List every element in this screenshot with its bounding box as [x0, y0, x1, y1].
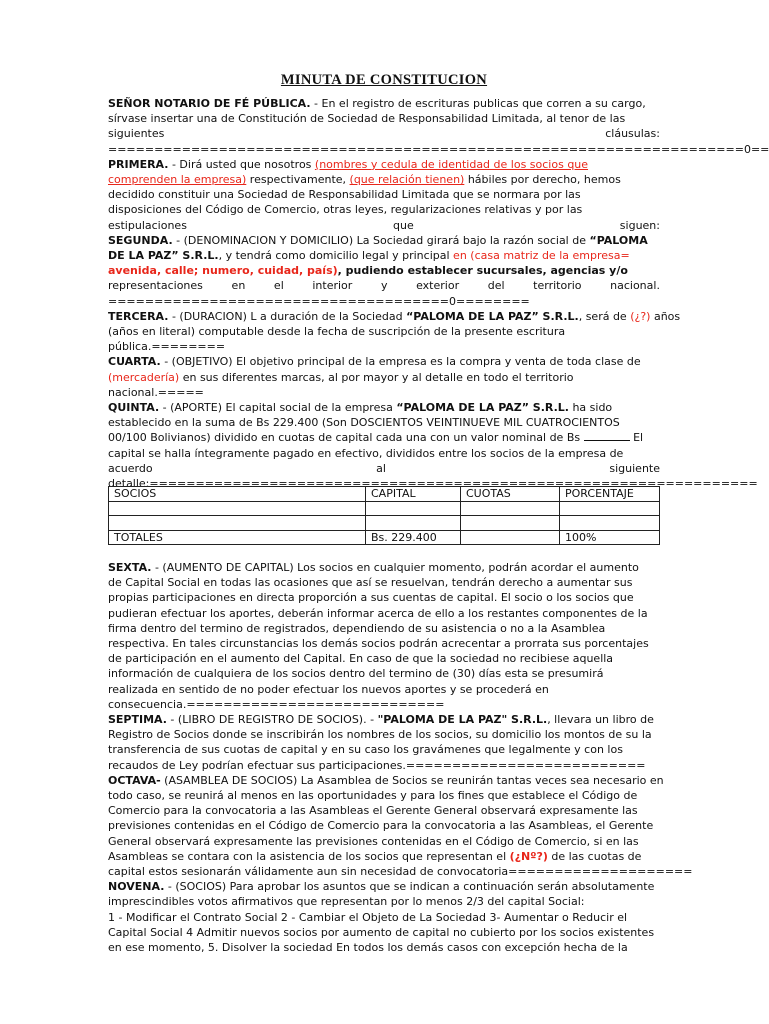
clause-text: en sus diferentes marcas, al por mayor y al detalle en todo el territorio [179, 370, 574, 384]
clause-text: decidido constituir una Sociedad de Responsabilidad Limitada que se normara por las [108, 188, 581, 202]
clause-text: (años en literal) computable desde la fecha de suscripción de la presente escritura [108, 325, 566, 339]
blank-line [584, 430, 630, 441]
document-body-continued [108, 560, 693, 955]
clause-word: exterior [416, 279, 460, 293]
table-cell [461, 530, 560, 545]
clause-word: que [393, 218, 414, 232]
clause-word: siguiente [609, 461, 660, 475]
clause-text: - (OBJETIVO) El objetivo principal de la empresa es la compra y venta de toda clase de [160, 355, 641, 369]
clause-text: General observará expresamente las previsiones contenidas en el Código de Comercio, si en las [108, 834, 639, 848]
placeholder-cuotas: (¿Nº?) [509, 849, 548, 863]
clause-word: al [376, 461, 386, 475]
clause-text: consecuencia.============================ [108, 697, 445, 711]
placeholder-domicilio-cont: avenida, calle; numero, cuidad, país) [108, 264, 338, 278]
clause-text: de participación en el aumento del Capital. En caso de que la sociedad no recibiese aquella [108, 652, 614, 666]
clause-primera [108, 157, 660, 233]
clause-label: SEGUNDA. [108, 233, 173, 247]
table-cell [461, 501, 560, 516]
placeholder-anios: (¿?) [630, 309, 651, 323]
clause-text: imprescindibles votos afirmativos que representan por lo menos 2/3 del capital Social: [108, 895, 585, 909]
clause-text: previsiones contenidas en el Código de Comercio para la convocatoria a las Asambleas, el Gerente [108, 819, 654, 833]
clause-text: - (APORTE) El capital social de la empresa [159, 401, 397, 415]
clause-text: todo caso, se reunirá al menos en las oportunidades y para los fines que establece el Código de [108, 789, 638, 803]
clause-text: pudieran efectuar los aportes, deberán informar acerca de ello a los restantes componentes de la [108, 606, 648, 620]
clause-text: información de cualquiera de los socios dentro del termino de (30) días esta se presumirá [108, 667, 604, 681]
clause-text: en ese momento, 5. Disolver la sociedad En todos los demás casos con excepción hecha de la [108, 941, 628, 955]
clause-text: , será de [578, 309, 631, 323]
clause-text: - (DENOMINACION Y DOMICILIO) La Sociedad girará bajo la razón social de [172, 233, 590, 247]
clause-segunda [108, 233, 660, 309]
clause-text: 00/100 Bolivianos) dividido en cuotas de capital cada una con un valor nominal de Bs [108, 431, 584, 445]
intro-lead: SEÑOR NOTARIO DE FÉ PÚBLICA. [108, 97, 311, 110]
clause-word: nacional. [610, 279, 660, 293]
document-body [108, 96, 769, 491]
table-cell [366, 516, 461, 531]
clause-text: , pudiendo establecer sucursales, agencias y/o [337, 264, 628, 278]
clause-text: Asambleas se contara con la asistencia de los socios que representan el [108, 849, 510, 863]
socios-table [108, 486, 660, 545]
clause-label: SEPTIMA. [108, 713, 167, 727]
table-cell [560, 516, 660, 531]
company-name: "PALOMA DE LA PAZ" S.R.L. [377, 713, 548, 727]
clause-text: capital estos sesionarán válidamente aun sin necesidad de convocatoria==================== [108, 865, 693, 879]
clause-sexta [108, 560, 660, 712]
placeholder-relacion: (que relación tienen) [349, 173, 465, 187]
clause-word: estipulaciones [108, 218, 187, 232]
clause-text: recaudos de Ley podrían efectuar sus participaciones.========================== [108, 758, 646, 772]
clause-text: - (DURACION) L a duración de la Sociedad [168, 309, 407, 323]
intro-text-3-left: siguientes [108, 127, 165, 141]
table-header-row [109, 487, 660, 502]
clause-word: siguen: [619, 218, 660, 232]
clause-text: nacional.===== [108, 385, 204, 399]
table-row [109, 501, 660, 516]
clause-text: propias participaciones en directa proporción a sus cuentas de capital. El socio o los socios que [108, 591, 634, 605]
company-name: “PALOMA DE LA PAZ” S.R.L. [406, 309, 579, 323]
company-name: “PALOMA [589, 233, 648, 247]
clause-label: PRIMERA. [108, 157, 169, 171]
intro-separator: =====================================================================0== [108, 142, 769, 156]
clause-text: establecido en la suma de Bs 229.400 (Son DOSCIENTOS VEINTINUEVE MIL CUATROCIENTOS [108, 416, 620, 430]
table-header: PORCENTAJE [560, 487, 660, 502]
clause-text: años [650, 309, 681, 323]
clause-text: respectiva. En tales circunstancias los demás socios podrán acrecentar a prorrata sus porcentajes [108, 637, 649, 651]
table-cell [560, 501, 660, 516]
clause-text: hábiles por derecho, hemos [464, 173, 621, 187]
clause-label: NOVENA. [108, 880, 165, 894]
table-cell [109, 501, 366, 516]
clause-text: - (SOCIOS) Para aprobar los asuntos que se indican a continuación serán absolutamente [164, 880, 655, 894]
clause-text: 1 - Modificar el Contrato Social 2 - Cambiar el Objeto de La Sociedad 3- Aumentar o Reducir el [108, 910, 628, 924]
clause-text: - (LIBRO DE REGISTRO DE SOCIOS). - [166, 713, 378, 727]
intro-text-1: - En el registro de escrituras publicas que corren a su cargo, [314, 97, 646, 110]
clause-label: OCTAVA- [108, 773, 161, 787]
clause-text: capital se halla íntegramente pagado en efectivo, divididos entre los socios de la empresa de [108, 446, 624, 460]
clause-label: QUINTA. [108, 401, 160, 415]
clause-word: el [273, 279, 284, 293]
page-title: MINUTA DE CONSTITUCION [280, 72, 488, 88]
table-cell [109, 516, 366, 531]
clause-text: ha sido [568, 401, 613, 415]
placeholder-socios-cont: comprenden la empresa) [108, 173, 247, 187]
clause-word: interior [312, 279, 353, 293]
clause-word: del [487, 279, 505, 293]
clause-text: de las cuotas de [547, 849, 642, 863]
clause-text: detalle:================================================================== [108, 477, 758, 491]
placeholder-domicilio: en (casa matriz de la empresa= [453, 249, 630, 263]
company-name: DE LA PAZ” S.R.L. [108, 249, 219, 263]
clause-label: SEXTA. [108, 561, 152, 574]
company-name: “PALOMA DE LA PAZ” S.R.L. [396, 401, 569, 415]
clause-text: Comercio para la convocatoria a las Asambleas el Gerente General observará expresamente las [108, 804, 638, 818]
clause-word: y [380, 279, 388, 293]
clause-word: acuerdo [108, 461, 153, 475]
table-cell: TOTALES [109, 530, 366, 545]
clause-septima [108, 712, 660, 773]
clause-tercera [108, 309, 681, 355]
clause-text: , llevara un libro de [547, 713, 654, 727]
clause-text: de Capital Social en todas las ocasiones que así se resuelvan, tendrán derecho a aumentar sus [108, 576, 633, 590]
intro-text-2: sírvase insertar una de Constitución de Sociedad de Responsabilidad Limitada, al tenor de las [108, 112, 626, 126]
table-cell: 100% [560, 530, 660, 545]
table-header: CUOTAS [461, 487, 560, 502]
clause-text: - Dirá usted que nosotros [168, 157, 315, 171]
clause-quinta [108, 400, 758, 491]
clause-text: transferencia de sus cuotas de capital y en su caso los gravámenes que legalmente y con los [108, 743, 623, 757]
table-header: SOCIOS [109, 487, 366, 502]
table-row [109, 516, 660, 531]
clause-text: disposiciones del Código de Comercio, otras leyes, regularizaciones relativas y por las [108, 203, 583, 217]
table-cell [366, 501, 461, 516]
clause-text: (ASAMBLEA DE SOCIOS) La Asamblea de Socios se reunirán tantas veces sea necesario en [160, 773, 664, 787]
placeholder-mercaderia: (mercadería) [108, 370, 180, 384]
clause-label: TERCERA. [108, 309, 169, 323]
clause-text: pública.======== [108, 340, 226, 354]
clause-word: representaciones [108, 279, 203, 293]
clause-novena [108, 879, 660, 955]
clause-text: , y tendrá como domicilio legal y principal [218, 249, 454, 263]
clause-text: El [629, 431, 644, 445]
clause-text: Registro de Socios donde se inscribirán los nombres de los socios, su domicilio los montos de su la [108, 728, 652, 742]
table-cell [461, 516, 560, 531]
clause-cuarta [108, 354, 660, 400]
clause-text: - (AUMENTO DE CAPITAL) Los socios en cualquier momento, podrán acordar el aumento [151, 561, 639, 574]
intro-text-3-right: cláusulas: [605, 127, 660, 141]
clause-label: CUARTA. [108, 355, 161, 369]
clause-text: Capital Social 4 Admitir nuevos socios por aumento de capital no cubierto por los socios existentes [108, 925, 655, 939]
intro-paragraph [108, 96, 769, 157]
clause-text: firma dentro del termino de registrados, dependiendo de su asistencia o no a la Asamblea [108, 621, 606, 635]
separator: =====================================0======== [108, 294, 530, 308]
clause-word: territorio [533, 279, 582, 293]
clause-text: realizada en sentido de no poder efectuar los nuevos aportes y se procederá en [108, 682, 549, 696]
clause-word: en [231, 279, 246, 293]
placeholder-socios: (nombres y cedula de identidad de los socios que [314, 157, 589, 171]
table-header: CAPITAL [366, 487, 461, 502]
clause-octava [108, 773, 693, 879]
table-cell: Bs. 229.400 [366, 530, 461, 545]
clause-text: respectivamente, [246, 173, 350, 187]
table-totals-row [109, 530, 660, 545]
